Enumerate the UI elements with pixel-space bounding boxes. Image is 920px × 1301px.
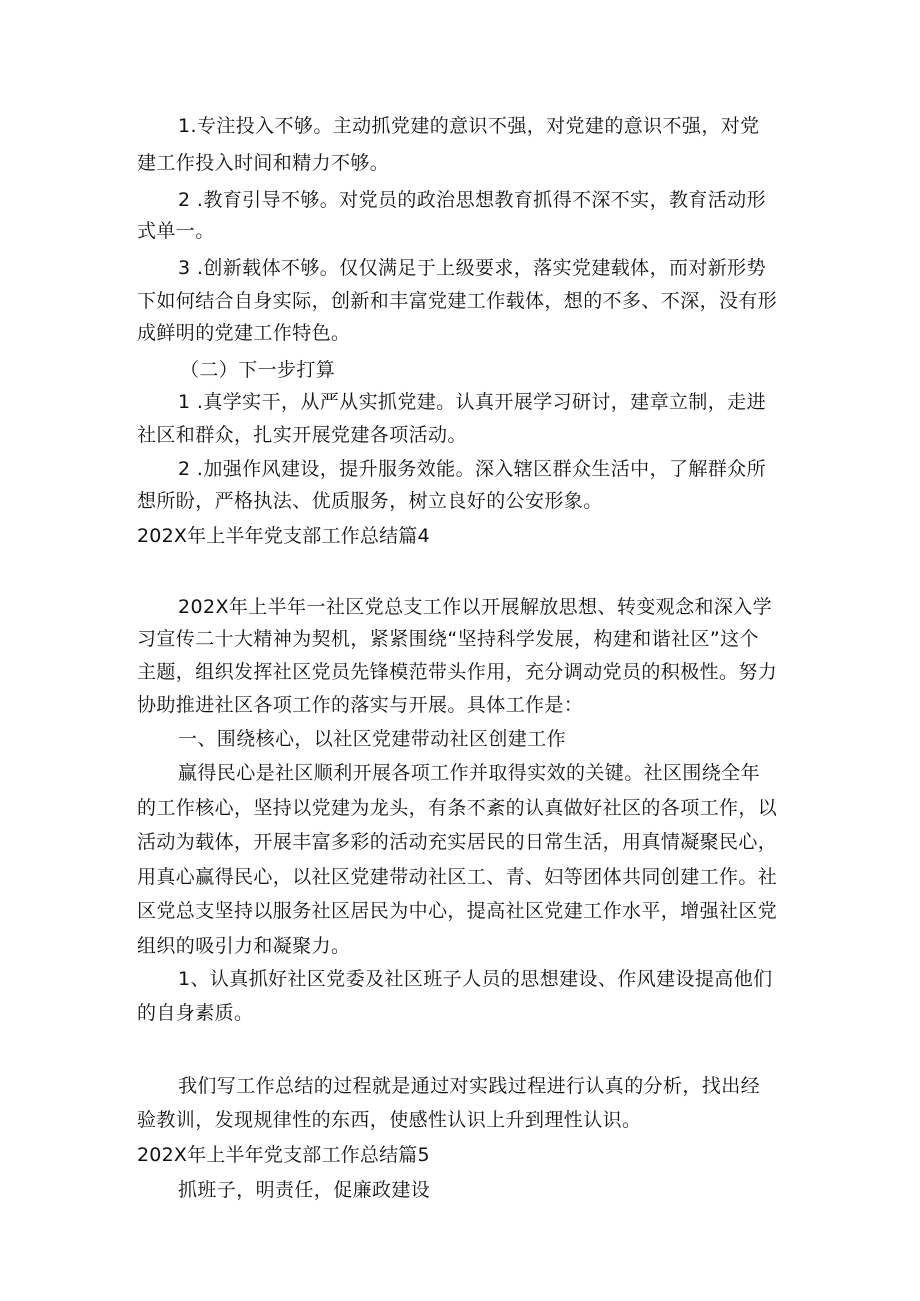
section-heading: 202X年上半年党支部工作总结篇4: [137, 525, 430, 547]
paragraph-line: 的自身素质。: [137, 1002, 254, 1024]
paragraph-line: 区党总支坚持以服务社区居民为中心，提高社区党建工作水平，增强社区党: [137, 900, 778, 922]
section-subheading: 一、围绕核心，以社区党建带动社区创建工作: [178, 728, 567, 750]
paragraph-line: 我们写工作总结的过程就是通过对实践过程进行认真的分析，找出经: [178, 1075, 761, 1097]
paragraph-line: 用真心赢得民心，以社区党建带动社区工、青、妇等团体共同创建工作。社: [137, 866, 778, 888]
paragraph-line: 想所盼，严格执法、优质服务，树立良好的公安形象。: [137, 490, 603, 512]
paragraph-line: 202X年上半年一社区党总支工作以开展解放思想、转变观念和深入学: [178, 596, 773, 618]
section-subheading: （二）下一步打算: [180, 359, 336, 381]
paragraph-line: 主题，组织发挥社区党员先锋模范带头作用，充分调动党员的积极性。努力: [137, 661, 778, 683]
paragraph-line: 建工作投入时间和精力不够。: [137, 152, 390, 174]
paragraph-line: 3 .创新载体不够。仅仅满足于上级要求，落实党建载体，而对新形势: [178, 257, 766, 279]
paragraph-line: 组织的吸引力和凝聚力。: [137, 935, 351, 957]
paragraph-line: 2 .加强作风建设，提升服务效能。深入辖区群众生活中，了解群众所: [178, 458, 766, 480]
paragraph-line: 赢得民心是社区顺利开展各项工作并取得实效的关键。社区围绕全年: [178, 762, 761, 784]
paragraph-line: 1、认真抓好社区党委及社区班子人员的思想建设、作风建设提高他们: [178, 968, 773, 990]
paragraph-line: 下如何结合自身实际，创新和丰富党建工作载体，想的不多、不深，没有形: [137, 290, 778, 312]
paragraph-line: 抓班子，明责任，促廉政建设: [178, 1179, 431, 1201]
paragraph-line: 1 .真学实干，从严从实抓党建。认真开展学习研讨，建章立制，走进: [178, 391, 766, 413]
paragraph-line: 式单一。: [137, 220, 215, 242]
paragraph-line: 成鲜明的党建工作特色。: [137, 322, 351, 344]
paragraph-line: 社区和群众，扎实开展党建各项活动。: [137, 424, 467, 446]
paragraph-line: 活动为载体，开展丰富多彩的活动充实居民的日常生活，用真情凝聚民心，: [137, 831, 778, 853]
paragraph-line: 验教训，发现规律性的东西，使感性认识上升到理性认识。: [137, 1109, 642, 1131]
paragraph-line: 习宣传二十大精神为契机，紧紧围绕“坚持科学发展，构建和谐社区”这个: [137, 628, 759, 650]
paragraph-line: 协助推进社区各项工作的落实与开展。具体工作是：: [137, 694, 584, 716]
section-heading: 202X年上半年党支部工作总结篇5: [137, 1144, 430, 1166]
paragraph-line: 2 .教育引导不够。对党员的政治思想教育抓得不深不实，教育活动形: [178, 189, 766, 211]
paragraph-line: 的工作核心，坚持以党建为龙头，有条不紊的认真做好社区的各项工作，以: [137, 797, 778, 819]
paragraph-line: 1.专注投入不够。主动抓党建的意识不强，对党建的意识不强，对党: [178, 115, 760, 137]
